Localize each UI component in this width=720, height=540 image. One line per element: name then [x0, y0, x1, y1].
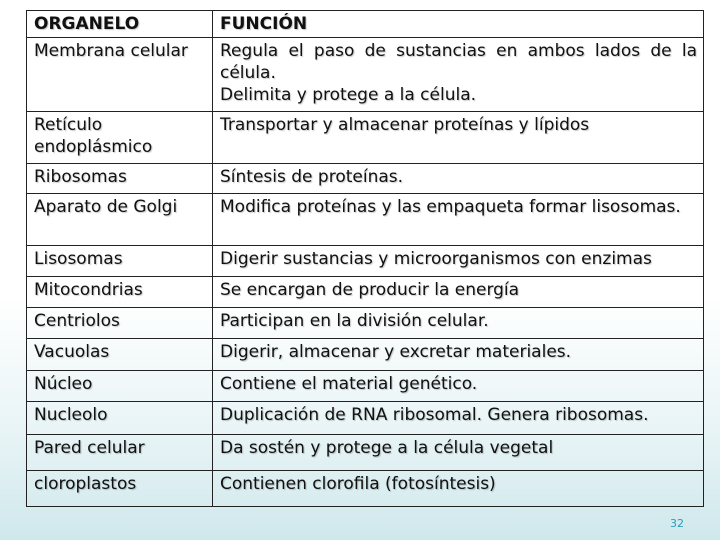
organelle-function — [213, 246, 704, 277]
function-line: Se encargan de producir la energía — [220, 280, 520, 300]
organelle-name: Mitocondrias — [27, 277, 213, 308]
function-line: Digerir sustancias y microorganismos con enzimas — [220, 249, 652, 269]
function-line: Transportar y almacenar proteínas y lípidos — [220, 115, 590, 135]
table-row — [27, 112, 704, 164]
function-line: Delimita y protege a la célula. — [220, 85, 477, 105]
table-row — [27, 435, 704, 471]
function-line: Contiene el material genético. — [220, 374, 478, 394]
table-row — [27, 164, 704, 194]
organelle-function — [213, 277, 704, 308]
function-line: Modifica proteínas y las empaqueta formar lisosomas. — [220, 197, 681, 217]
table-header-row — [27, 11, 704, 38]
function-line: Contienen clorofila (fotosíntesis) — [220, 474, 496, 494]
organelle-function — [213, 371, 704, 402]
organelle-name: Retículo endoplásmico — [27, 112, 213, 164]
table-row — [27, 246, 704, 277]
function-line: Da sostén y protege a la célula vegetal — [220, 438, 554, 458]
function-line: Digerir, almacenar y excretar materiales. — [220, 342, 572, 362]
table-row — [27, 402, 704, 435]
organelle-function — [213, 164, 704, 194]
organelle-name: Ribosomas — [27, 164, 213, 194]
function-line: Duplicación de RNA ribosomal. Genera ribosomas. — [220, 405, 649, 425]
table-row — [27, 38, 704, 112]
organelle-function — [213, 38, 704, 112]
organelle-name: Membrana celular — [27, 38, 213, 112]
function-line: Síntesis de proteínas. — [220, 167, 404, 187]
organelle-name: Núcleo — [27, 371, 213, 402]
organelle-name: Nucleolo — [27, 402, 213, 435]
table-row — [27, 308, 704, 339]
table-row — [27, 371, 704, 402]
function-line: Regula el paso de sustancias en ambos lados de la célula. — [220, 41, 697, 83]
organelle-function — [213, 308, 704, 339]
table-row — [27, 277, 704, 308]
table-row — [27, 339, 704, 371]
function-line: Participan en la división celular. — [220, 311, 489, 331]
table-row — [27, 471, 704, 507]
organelle-function — [213, 471, 704, 507]
organelle-function — [213, 435, 704, 471]
organelle-function — [213, 402, 704, 435]
organelle-name: Pared celular — [27, 435, 213, 471]
header-funcion: FUNCIÓN — [213, 11, 704, 38]
header-organelo: ORGANELO — [27, 11, 213, 38]
organelle-name: Centriolos — [27, 308, 213, 339]
organelle-function — [213, 339, 704, 371]
organelle-table — [26, 10, 704, 507]
organelle-name: Aparato de Golgi — [27, 194, 213, 246]
organelle-function — [213, 112, 704, 164]
organelle-name: Vacuolas — [27, 339, 213, 371]
organelle-name: Lisosomas — [27, 246, 213, 277]
table-row — [27, 194, 704, 246]
organelle-function — [213, 194, 704, 246]
page-number: 32 — [670, 517, 684, 530]
organelle-name: cloroplastos — [27, 471, 213, 507]
